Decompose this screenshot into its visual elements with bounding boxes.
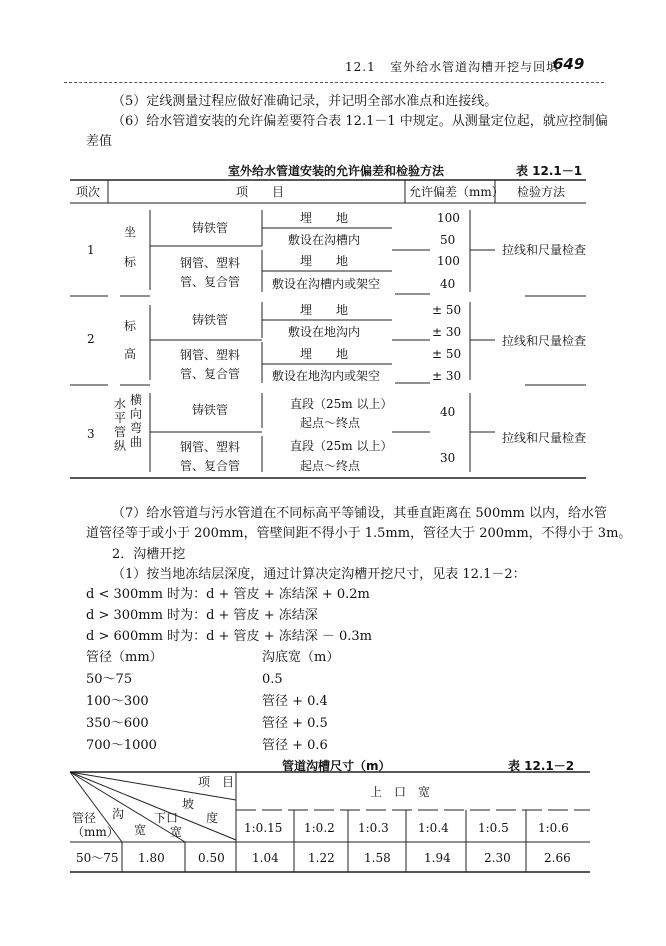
t2-diag-bottom2: 宽 — [170, 825, 183, 839]
t2-row-val-3: 1.94 — [424, 851, 451, 865]
g2-pipe1: 铸铁管 — [192, 313, 229, 327]
g1-cat2: 标 — [124, 255, 137, 269]
g2-pipe2a: 钢管、塑料 — [180, 348, 241, 362]
t2-diag-item: 项 目 — [198, 775, 235, 789]
g2-val3: ± 50 — [432, 347, 462, 361]
g3-cat-b-3: 曲 — [130, 435, 143, 449]
width-list-d-3: 700～1000 — [86, 738, 157, 753]
t2-slope-0: 1:0.15 — [244, 821, 283, 835]
g2-pipe2b: 管、复合管 — [180, 367, 241, 381]
g3-cat-b-0: 横 — [130, 393, 143, 407]
g3-cat-a-2: 管 — [114, 425, 127, 439]
g1-cat1: 坐 — [124, 225, 137, 239]
g1-cond3: 埋 地 — [300, 254, 349, 268]
t2-diag-bottom1: 下口 — [154, 811, 179, 825]
table2-caption: 管道沟槽尺寸（m） — [282, 759, 391, 773]
table1-header-item: 项 目 — [236, 185, 285, 199]
paragraph-6-cont: 差值 — [86, 134, 113, 149]
paragraph-7-cont: 道管径等于或小于 200mm，管壁间距不得小于 1.5mm，管径大于 200mm，不得小于 3m。 — [86, 526, 632, 541]
g1-cond2: 敷设在沟槽内 — [288, 233, 361, 247]
t2-diag-slope1: 坡 — [182, 797, 195, 811]
t2-diag-trench2: 宽 — [134, 823, 147, 837]
g2-no: 2 — [87, 332, 95, 346]
width-list-w-2: 管径 + 0.5 — [262, 716, 328, 731]
g3-cond1a: 直段（25m 以上） — [290, 397, 393, 411]
g1-pipe2b: 管、复合管 — [180, 275, 241, 289]
t2-diag-trench1: 沟 — [112, 807, 125, 821]
g1-val4: 40 — [440, 277, 456, 291]
width-list-d-0: 50～75 — [86, 672, 133, 687]
t2-slope-2: 1:0.3 — [358, 821, 389, 835]
g1-val3: 100 — [437, 254, 460, 268]
paragraph-5: （5）定线测量过程应做好准确记录，并记明全部水准点和连接线。 — [112, 94, 498, 109]
g3-cat-a-0: 水 — [114, 397, 127, 411]
g1-pipe2a: 钢管、塑料 — [180, 256, 241, 270]
g2-val4: ± 30 — [432, 369, 462, 383]
section-2-heading: 2．沟槽开挖 — [112, 547, 186, 562]
table1-header-method: 检验方法 — [517, 185, 566, 199]
t2-row-trench: 1.80 — [138, 851, 165, 865]
formula-3: d > 600mm 时为：d + 管皮 + 冻结深 － 0.3m — [86, 629, 372, 644]
table1-caption: 室外给水管道安装的允许偏差和检验方法 — [228, 164, 445, 178]
t2-row-val-4: 2.30 — [484, 851, 511, 865]
t2-row-val-0: 1.04 — [252, 851, 279, 865]
g2-method: 拉线和尺量检查 — [502, 334, 587, 348]
t2-row-val-2: 1.58 — [364, 851, 391, 865]
table2-number: 表 12.1－2 — [508, 759, 575, 773]
g2-cond1: 埋 地 — [300, 303, 349, 317]
g3-cat-a-1: 平 — [114, 411, 127, 425]
g2-cat1: 标 — [124, 319, 137, 333]
g2-val1: ± 50 — [432, 303, 462, 317]
g2-cat2: 高 — [124, 347, 137, 361]
g2-cond4: 敷设在地沟内或架空 — [272, 369, 381, 383]
g3-pipe2a: 钢管、塑料 — [180, 440, 241, 454]
t2-row-bottom: 0.50 — [198, 851, 225, 865]
g1-cond4: 敷设在沟槽内或架空 — [272, 277, 381, 291]
t2-slope-1: 1:0.2 — [304, 821, 335, 835]
g2-val2: ± 30 — [432, 325, 462, 339]
g3-cat-a-3: 纵 — [114, 439, 127, 453]
t2-slope-3: 1:0.4 — [418, 821, 449, 835]
g3-cat-b-2: 弯 — [130, 421, 143, 435]
g3-cond1b: 起点～终点 — [300, 416, 361, 430]
t2-upper-width: 上 口 宽 — [370, 785, 431, 799]
paragraph-7: （7）给水管道与污水管道在不同标高平等铺设，其垂直距离在 500mm 以内，给水管 — [112, 506, 608, 521]
g3-method: 拉线和尺量检查 — [502, 431, 587, 445]
t2-diag-slope2: 度 — [206, 811, 219, 825]
header-section: 12.1 — [345, 60, 376, 74]
width-list-w-0: 0.5 — [262, 672, 283, 687]
t2-row-val-1: 1.22 — [308, 851, 335, 865]
table1-header-tol: 允许偏差（mm） — [409, 185, 504, 199]
g3-no: 3 — [87, 427, 95, 441]
header-title: 室外给水管道沟槽开挖与回填 — [390, 60, 560, 74]
t2-diag-pipe2: （mm） — [72, 825, 119, 839]
t2-row-d: 50～75 — [76, 851, 119, 865]
width-list-d-1: 100～300 — [86, 694, 149, 709]
g3-pipe2b: 管、复合管 — [180, 459, 241, 473]
g2-cond2: 敷设在地沟内 — [288, 325, 361, 339]
paragraph-6: （6）给水管道安装的允许偏差要符合表 12.1－1 中规定。从测量定位起，就应控制偏 — [112, 114, 608, 129]
width-list-header-w: 沟底宽（m） — [262, 650, 340, 665]
t2-diag-pipe1: 管径 — [72, 811, 97, 825]
t2-row-val-5: 2.66 — [544, 851, 571, 865]
g2-cond3: 埋 地 — [300, 347, 349, 361]
formula-1: d < 300mm 时为：d + 管皮 + 冻结深 + 0.2m — [86, 587, 370, 602]
t2-slope-5: 1:0.6 — [538, 821, 569, 835]
g1-no: 1 — [87, 243, 95, 257]
width-list-d-2: 350～600 — [86, 716, 149, 731]
g3-cond2b: 起点～终点 — [300, 459, 361, 473]
page-number: 649 — [553, 55, 585, 73]
g3-cat-b-1: 向 — [130, 407, 143, 421]
g1-val2: 50 — [440, 233, 456, 247]
g3-cond2a: 直段（25m 以上） — [290, 439, 393, 453]
width-list-w-3: 管径 + 0.6 — [262, 738, 328, 753]
g1-method: 拉线和尺量检查 — [502, 243, 587, 257]
formula-2: d > 300mm 时为：d + 管皮 + 冻结深 — [86, 608, 318, 623]
g3-pipe1: 铸铁管 — [192, 403, 229, 417]
table1-header-no: 项次 — [76, 185, 101, 199]
g1-val1: 100 — [437, 211, 460, 225]
t2-slope-4: 1:0.5 — [478, 821, 509, 835]
width-list-header-d: 管径（mm） — [86, 650, 163, 665]
g3-val1: 40 — [440, 405, 456, 419]
g3-val2: 30 — [440, 451, 456, 465]
paragraph-2-1: （1）按当地冻结层深度，通过计算决定沟槽开挖尺寸，见表 12.1－2： — [112, 567, 526, 582]
table1-number: 表 12.1－1 — [516, 164, 583, 178]
width-list-w-1: 管径 + 0.4 — [262, 694, 328, 709]
g1-pipe1: 铸铁管 — [192, 221, 229, 235]
g1-cond1: 埋 地 — [300, 211, 349, 225]
